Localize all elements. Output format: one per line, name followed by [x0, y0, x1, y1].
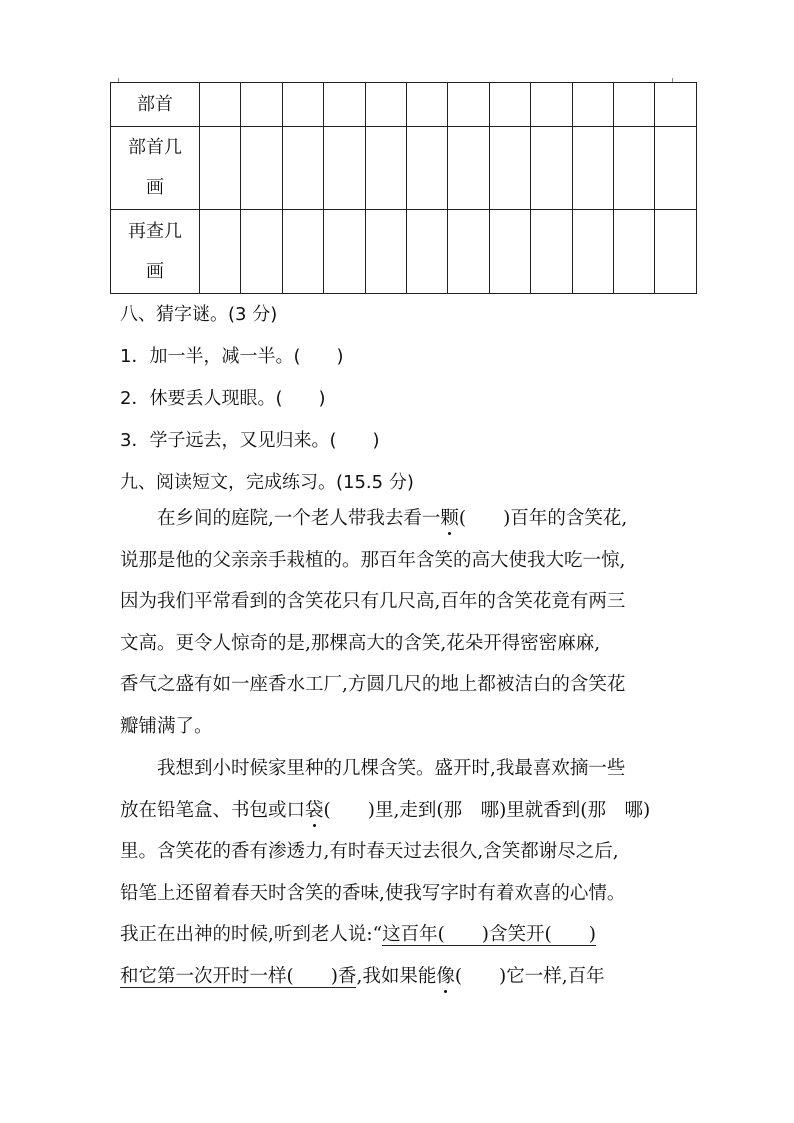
answer-cell[interactable]: [406, 83, 447, 127]
radical-lookup-table: [110, 82, 697, 294]
answer-cell[interactable]: [655, 83, 696, 127]
underlined-quote[interactable]: 和它第一次开时一样( )香: [120, 965, 357, 987]
row-label-radical: 部首: [111, 83, 200, 127]
answer-cell[interactable]: [448, 210, 489, 294]
answer-cell[interactable]: [572, 210, 613, 294]
answer-cell[interactable]: [448, 127, 489, 210]
answer-cell[interactable]: [489, 210, 530, 294]
fill-blank[interactable]: ( )里,走到(那 哪)里就香到(那 哪): [323, 799, 651, 821]
answer-cell[interactable]: [241, 83, 282, 127]
answer-cell[interactable]: [324, 83, 365, 127]
answer-cell[interactable]: [613, 83, 654, 127]
answer-cell[interactable]: [531, 210, 572, 294]
answer-cell[interactable]: [324, 210, 365, 294]
fill-blank[interactable]: ( )它一样,百年: [454, 965, 605, 987]
emphasis-char: 颗: [440, 508, 459, 529]
answer-cell[interactable]: [241, 127, 282, 210]
answer-cell[interactable]: [613, 127, 654, 210]
answer-cell[interactable]: [655, 127, 696, 210]
text-line: 我正在出神的时候,听到老人说:“这百年( )含笑开( ): [120, 924, 596, 945]
section-8-title: 八、猜字谜。(3 分): [120, 304, 278, 325]
answer-cell[interactable]: [200, 83, 241, 127]
answer-cell[interactable]: [613, 210, 654, 294]
row-label-radical-strokes: 部首几 画: [111, 127, 200, 210]
answer-cell[interactable]: [531, 127, 572, 210]
riddle-3[interactable]: 3．学子远去，又见归来。( ): [120, 430, 380, 451]
answer-cell[interactable]: [406, 210, 447, 294]
answer-cell[interactable]: [324, 127, 365, 210]
answer-cell[interactable]: [655, 210, 696, 294]
text-line: 在乡间的庭院,一个老人带我去看一颗( )百年的含笑花,: [120, 508, 628, 529]
answer-cell[interactable]: [406, 127, 447, 210]
text-line: 放在铅笔盒、书包或口袋( )里,走到(那 哪)里就香到(那 哪): [120, 799, 651, 821]
text-line: 和它第一次开时一样( )香,我如果能像( )它一样,百年: [120, 965, 605, 987]
section-9-title: 九、阅读短文，完成练习。(15.5 分): [120, 472, 414, 493]
text-line: 香气之盛有如一座香水工厂,方圆几尺的地上都被洁白的含笑花: [120, 674, 626, 695]
text-line: 铅笔上还留着春天时含笑的香味,使我写字时有着欢喜的心情。: [120, 882, 626, 904]
answer-cell[interactable]: [200, 210, 241, 294]
answer-cell[interactable]: [365, 127, 406, 210]
answer-cell[interactable]: [489, 127, 530, 210]
emphasis-char: 像: [436, 965, 455, 987]
text-line: 瓣铺满了。: [120, 715, 213, 737]
answer-cell[interactable]: [365, 83, 406, 127]
answer-cell[interactable]: [531, 83, 572, 127]
answer-cell[interactable]: [282, 127, 323, 210]
answer-cell[interactable]: [200, 127, 241, 210]
answer-cell[interactable]: [489, 83, 530, 127]
reading-paragraph-1: [120, 498, 680, 747]
table-row-radical: [111, 83, 697, 127]
answer-cell[interactable]: [572, 83, 613, 127]
answer-cell[interactable]: [448, 83, 489, 127]
answer-cell[interactable]: [241, 210, 282, 294]
answer-cell[interactable]: [365, 210, 406, 294]
text-line: 里。含笑花的香有渗透力,有时春天过去很久,含笑都谢尽之后,: [120, 841, 619, 862]
reading-paragraph-2: [120, 748, 680, 997]
text-line: 说那是他的父亲亲手栽植的。那百年含笑的高大使我大吃一惊,: [120, 549, 626, 571]
emphasis-char: 袋: [305, 799, 324, 821]
text-line: 文高。更令人惊奇的是,那棵高大的含笑,花朵开得密密麻麻,: [120, 632, 601, 654]
table-row-radical-strokes: [111, 127, 697, 210]
riddle-2[interactable]: 2．休要丢人现眼。( ): [120, 388, 326, 409]
answer-cell[interactable]: [572, 127, 613, 210]
riddle-1[interactable]: 1．加一半，减一半。( ): [120, 346, 344, 367]
text-line: 我想到小时候家里种的几棵含笑。盛开时,我最喜欢摘一些: [120, 758, 626, 779]
answer-cell[interactable]: [282, 210, 323, 294]
fill-blank[interactable]: ( )百年的含笑花,: [458, 508, 628, 529]
underlined-quote[interactable]: 这百年( )含笑开( ): [382, 924, 596, 945]
text-line: 因为我们平常看到的含笑花只有几尺高,百年的含笑花竟有两三: [120, 591, 626, 612]
row-label-remaining-strokes: 再查几 画: [111, 210, 200, 294]
table-row-remaining-strokes: [111, 210, 697, 294]
answer-cell[interactable]: [282, 83, 323, 127]
